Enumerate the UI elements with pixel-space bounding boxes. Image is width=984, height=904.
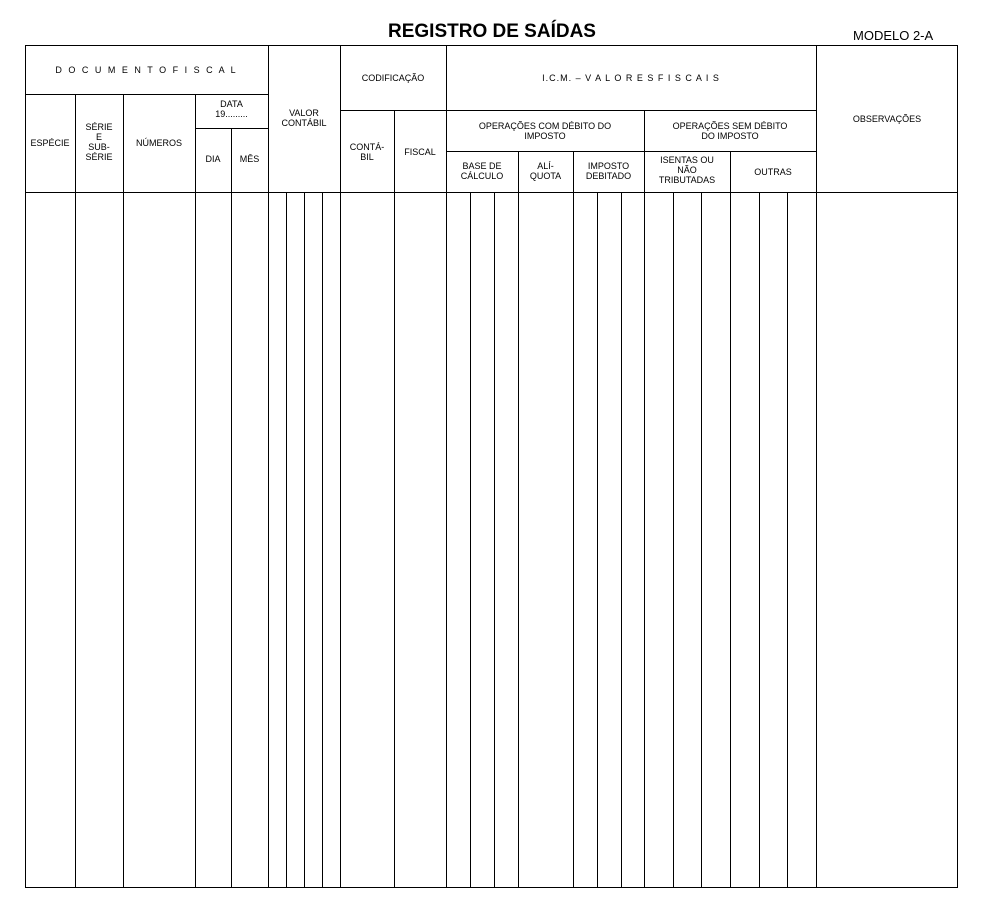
col-line — [644, 110, 645, 888]
col-line — [730, 151, 731, 888]
body-line — [673, 192, 674, 888]
border-bottom — [25, 887, 958, 888]
col-line — [123, 94, 124, 888]
body-line — [286, 192, 287, 888]
col-line — [75, 94, 76, 888]
form-model: MODELO 2-A — [853, 28, 934, 43]
border-top — [25, 45, 958, 46]
body-line — [759, 192, 760, 888]
body-line — [787, 192, 788, 888]
operacoes-line — [446, 151, 816, 152]
dia-header: DIA — [205, 154, 221, 164]
border-right — [957, 45, 958, 888]
form-title: REGISTRO DE SAÍDAS — [388, 21, 596, 42]
observacoes-header: OBSERVAÇÕES — [852, 114, 922, 124]
body-line — [701, 192, 702, 888]
col-line — [195, 94, 196, 888]
icm-line — [446, 110, 816, 111]
codificacao-header: CODIFICAÇÃO — [361, 73, 425, 83]
outras-header: OUTRAS — [754, 167, 792, 177]
body-line — [494, 192, 495, 888]
documento-fiscal-header: D O C U M E N T O F I S C A L — [55, 65, 238, 75]
aliquota-header: ALÍ- QUOTA — [529, 161, 562, 181]
body-line — [621, 192, 622, 888]
body-line — [322, 192, 323, 888]
com-debito-header: OPERAÇÕES COM DÉBITO DO IMPOSTO — [478, 121, 612, 141]
fiscal-header: FISCAL — [404, 147, 436, 157]
isentas-header: ISENTAS OU NÃO TRIBUTADAS — [658, 155, 716, 185]
valor-contabil-header: VALOR CONTÁBIL — [281, 108, 327, 128]
col-line — [340, 45, 341, 888]
sem-debito-header: OPERAÇÕES SEM DÉBITO DO IMPOSTO — [672, 121, 788, 141]
icm-header: I.C.M. – V A L O R E S F I S C A I S — [542, 73, 720, 83]
contabil-header: CONTÁ- BIL — [349, 142, 385, 162]
header-bottom-line — [25, 192, 958, 193]
col-line — [518, 151, 519, 888]
body-line — [597, 192, 598, 888]
mes-header: MÊS — [239, 154, 260, 164]
col-line — [394, 110, 395, 888]
col-line — [573, 151, 574, 888]
body-line — [304, 192, 305, 888]
doc-fiscal-line — [25, 94, 268, 95]
body-line — [470, 192, 471, 888]
codificacao-line — [340, 110, 446, 111]
serie-header: SÉRIE E SUB- SÉRIE — [85, 122, 113, 162]
base-calculo-header: BASE DE CÁLCULO — [460, 161, 504, 181]
border-left — [25, 45, 26, 888]
imposto-debitado-header: IMPOSTO DEBITADO — [585, 161, 632, 181]
col-line — [231, 128, 232, 888]
numeros-header: NÚMEROS — [135, 138, 182, 148]
col-line — [816, 45, 817, 888]
col-line — [268, 45, 269, 888]
data-header: DATA 19......... — [215, 99, 248, 119]
especie-header: ESPÉCIE — [30, 138, 70, 148]
